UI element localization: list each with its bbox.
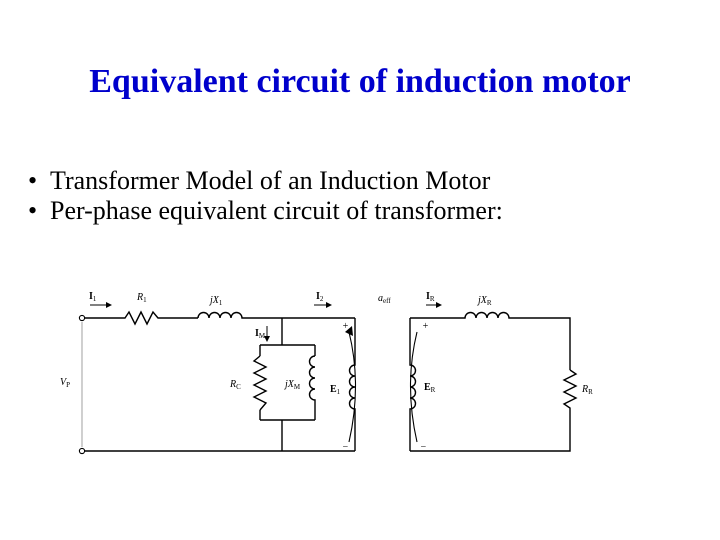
bullet-item: • Per-phase equivalent circuit of transformer: — [28, 196, 503, 226]
label-VP: VP — [60, 377, 71, 389]
equivalent-circuit-diagram — [0, 280, 720, 470]
minus-sign-primary: − — [342, 442, 349, 453]
magnetizing-reactance — [310, 356, 316, 410]
primary-leakage-reactance — [198, 313, 355, 319]
label-I1: I1 — [89, 291, 97, 303]
label-RR: RR — [582, 384, 593, 396]
rotor-resistor — [410, 370, 576, 451]
label-ER: ER — [424, 382, 436, 394]
minus-sign-rotor: − — [420, 442, 427, 453]
core-loss-resistor — [254, 356, 266, 410]
label-IM: IM — [255, 328, 266, 340]
rotor-circuit — [410, 302, 576, 451]
label-aeff: aeff — [378, 293, 391, 305]
label-IR: IR — [426, 291, 435, 303]
label-jXM: jXM — [285, 379, 301, 391]
bullet-list — [28, 166, 503, 226]
label-E1: E1 — [330, 384, 341, 396]
bullet-item: • Transformer Model of an Induction Motor — [28, 166, 503, 196]
label-RC: RC — [230, 379, 241, 391]
terminal-top — [79, 315, 84, 320]
label-I2: I2 — [316, 291, 324, 303]
primary-top-wire — [85, 312, 198, 324]
plus-sign-primary: + — [342, 321, 349, 332]
slide-title: Equivalent circuit of induction motor — [89, 63, 631, 100]
label-jX1: jX1 — [210, 295, 223, 307]
label-R1: R1 — [137, 292, 147, 304]
terminal-bottom — [79, 448, 84, 453]
plus-sign-rotor: + — [422, 321, 429, 332]
rotor-top-wire — [410, 313, 570, 371]
label-jXR: jXR — [478, 295, 492, 307]
primary-circuit — [79, 302, 355, 454]
